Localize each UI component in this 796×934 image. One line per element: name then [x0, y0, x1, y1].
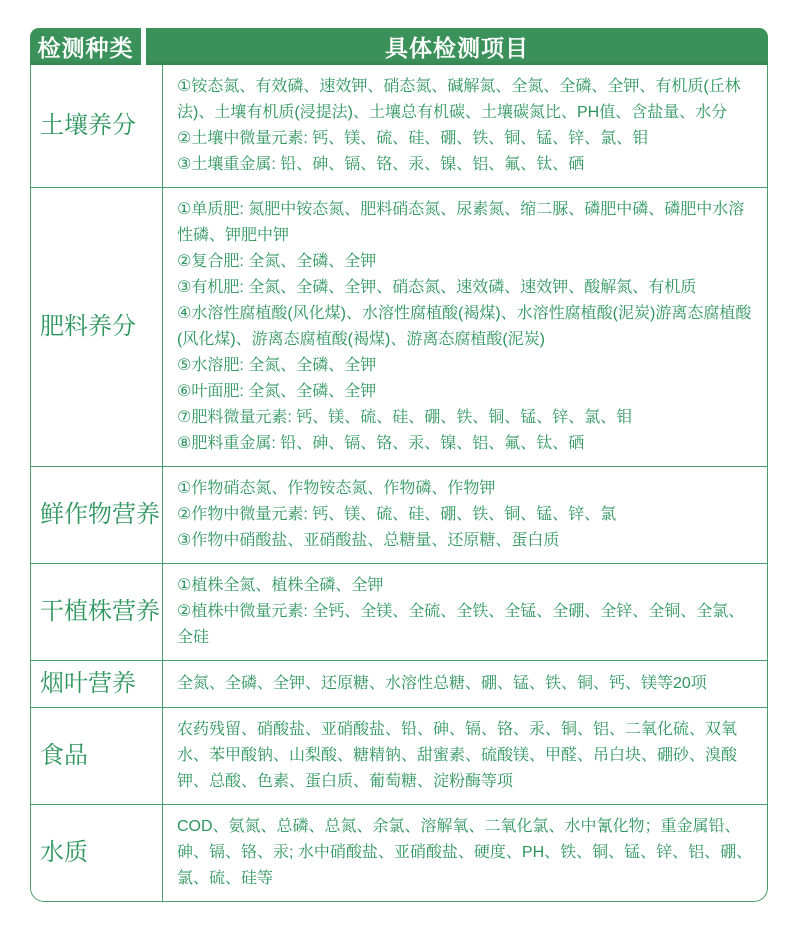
- item-line: ⑧肥料重金属: 铅、砷、镉、铬、汞、镍、铝、氟、钛、硒: [177, 435, 585, 452]
- item-line: ②土壤中微量元素: 钙、镁、硫、硅、硼、铁、铜、锰、锌、氯、钼: [177, 130, 649, 147]
- category-cell: [31, 661, 163, 707]
- header-cell-category: 检测种类: [30, 28, 141, 65]
- item-line: ①作物硝态氮、作物铵态氮、作物磷、作物钾: [177, 480, 496, 497]
- item-line: ③土壤重金属: 铅、砷、镉、铬、汞、镍、铝、氟、钛、硒: [177, 156, 585, 173]
- table-row: [31, 65, 767, 187]
- item-line: ①植株全氮、植株全磷、全钾: [177, 577, 384, 594]
- item-line: ③有机肥: 全氮、全磷、全钾、硝态氮、速效磷、速效钾、酸解氮、有机质: [177, 279, 697, 296]
- item-line: 全氮、全磷、全钾、还原糖、水溶性总糖、硼、锰、铁、铜、钙、镁等20项: [177, 675, 707, 692]
- category-label: 烟叶营养: [40, 670, 136, 697]
- category-label: 干植株营养: [40, 598, 160, 625]
- table-row: [31, 660, 767, 707]
- items-cell: [163, 805, 767, 901]
- table-row: [31, 707, 767, 804]
- table-row: [31, 187, 767, 466]
- category-label: 水质: [40, 839, 88, 866]
- item-line: ⑤水溶肥: 全氮、全磷、全钾: [177, 357, 377, 374]
- item-line: ③作物中硝酸盐、亚硝酸盐、总糖量、还原糖、蛋白质: [177, 532, 560, 549]
- category-label: 土壤养分: [40, 112, 136, 139]
- category-label: 食品: [40, 742, 88, 769]
- items-cell: [163, 661, 767, 707]
- item-line: COD、氨氮、总磷、总氮、余氯、溶解氧、二氧化氯、水中氰化物；重金属铅、砷、镉、铬、汞; 水中硝酸盐、亚硝酸盐、硬度、PH、铁、铜、锰、锌、铝、硼、氯、硫、硅等: [177, 818, 753, 887]
- category-cell: [31, 188, 163, 466]
- table-row: [31, 563, 767, 660]
- item-line: ②植株中微量元素: 全钙、全镁、全硫、全铁、全锰、全硼、全锌、全铜、全氯、全硅: [177, 603, 745, 646]
- category-cell: [31, 708, 163, 804]
- item-line: ②复合肥: 全氮、全磷、全钾: [177, 253, 377, 270]
- category-cell: [31, 564, 163, 660]
- table-body: [30, 65, 768, 902]
- detection-table: [30, 28, 768, 902]
- category-label: 肥料养分: [40, 313, 136, 340]
- table-row: [31, 466, 767, 563]
- category-cell: [31, 467, 163, 563]
- table-header: [30, 28, 768, 65]
- items-cell: [163, 188, 767, 466]
- item-line: ①单质肥: 氮肥中铵态氮、肥料硝态氮、尿素氮、缩二脲、磷肥中磷、磷肥中水溶性磷、钾肥中钾: [177, 201, 745, 244]
- item-line: 农药残留、硝酸盐、亚硝酸盐、铅、砷、镉、铬、汞、铜、铝、二氧化硫、双氧水、苯甲酸钠、山梨酸、糖精钠、甜蜜素、硫酸镁、甲醛、吊白块、硼砂、溴酸钾、总酸、色素、蛋白质、葡萄糖、淀粉酶等项: [177, 721, 738, 790]
- items-cell: [163, 564, 767, 660]
- table-row: [31, 804, 767, 901]
- item-line: ④水溶性腐植酸(风化煤)、水溶性腐植酸(褐煤)、水溶性腐植酸(泥炭)游离态腐植酸(风化煤)、游离态腐植酸(褐煤)、游离态腐植酸(泥炭): [177, 305, 752, 348]
- item-line: ⑦肥料微量元素: 钙、镁、硫、硅、硼、铁、铜、锰、锌、氯、钼: [177, 409, 633, 426]
- items-cell: [163, 65, 767, 187]
- item-line: ②作物中微量元素: 钙、镁、硫、硅、硼、铁、铜、锰、锌、氯: [177, 506, 617, 523]
- header-cell-items: 具体检测项目: [146, 28, 768, 65]
- category-cell: [31, 65, 163, 187]
- item-line: ⑥叶面肥: 全氮、全磷、全钾: [177, 383, 377, 400]
- category-cell: [31, 805, 163, 901]
- item-line: ①铵态氮、有效磷、速效钾、硝态氮、碱解氮、全氮、全磷、全钾、有机质(丘林法)、土壤有机质(浸提法)、土壤总有机碳、土壤碳氮比、PH值、含盐量、水分: [177, 78, 741, 121]
- items-cell: [163, 467, 767, 563]
- items-cell: [163, 708, 767, 804]
- category-label: 鲜作物营养: [40, 501, 160, 528]
